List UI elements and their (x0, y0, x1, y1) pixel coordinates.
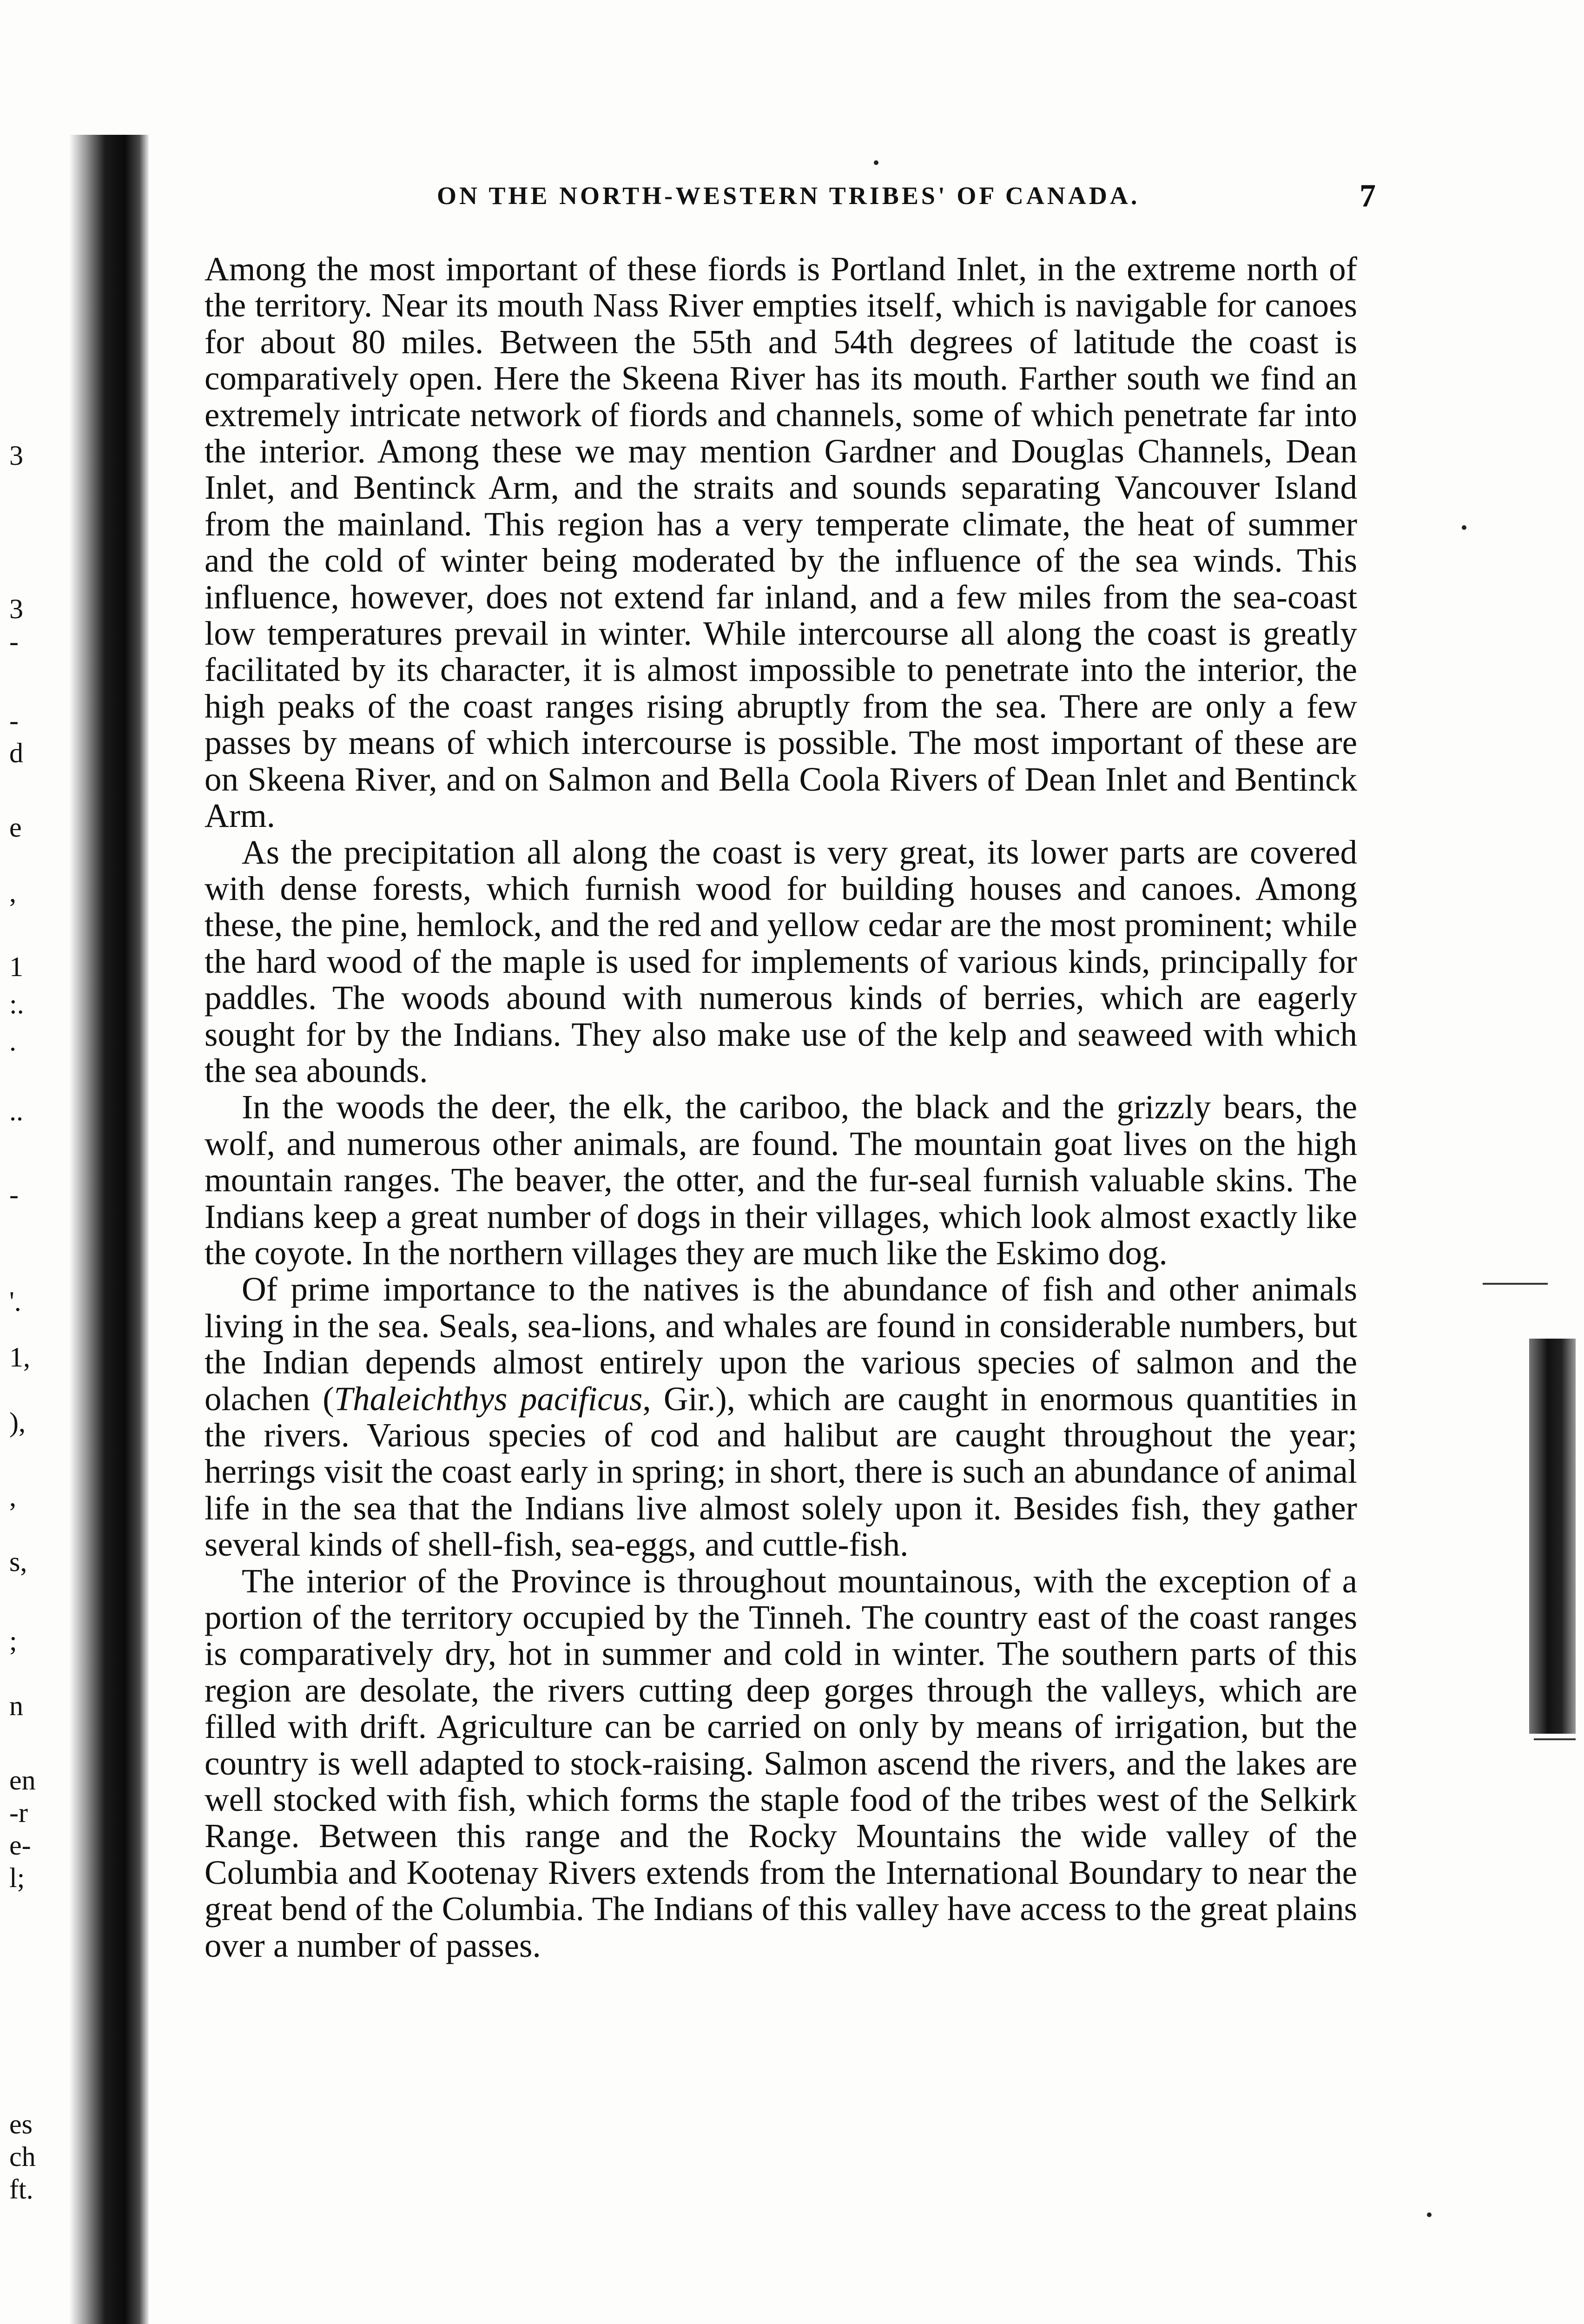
paragraph-fiords: Among the most important of these fiords is Portland Inlet, in the extreme north of the territory. Near its mouth Nass River empties itself, which is navigable for canoes for about 80 miles. Between the 55th and 54th degrees of latitude the coast is comparatively open. Here the Skeena River has its mouth. Farther south we find an extremely intricate network of fiords and channels, some of which penetrate far into the interior. Among these we may mention Gardner and Douglas Channels, Dean Inlet, and Bentinck Arm, and the straits and sounds separating Vancouver Island from the mainland. This region has a very temperate climate, the heat of summer and the cold of winter being moderated by the influence of the sea winds. This influence, however, does not extend far inland, and a few miles from the sea-coast low temperatures prevail in winter. While intercourse all along the coast is greatly facilitated by its character, it is almost impossible to penetrate into the interior, the high peaks of the coast ranges rising abruptly from the sea. There are only a few passes by means of which intercourse is possible. The most important of these are on Skeena River, and on Salmon and Bella Coola Rivers of Dean Inlet and Bentinck Arm. (205, 250, 1357, 835)
margin-fragment: 3 (9, 594, 23, 624)
previous-page-margin-fragments (9, 418, 70, 2205)
margin-fragment: ; (9, 1625, 17, 1656)
margin-fragment: 1, (9, 1342, 30, 1373)
margin-fragment: - (9, 1179, 19, 1210)
margin-fragment: l; (9, 1862, 25, 1893)
margin-fragment: .. (9, 1096, 23, 1126)
fish-text-after: , Gir.), which are caught in enormous quantities in the rivers. Various species of cod and halibut are caught throughout the year; herrings visit the coast early in spring; in short, there is such an abundance of animal life in the sea that the Indians live almost solely upon it. Besides fish, they gather several kinds of shell-fish, sea-eggs, and cuttle-fish. (205, 1380, 1357, 1564)
margin-fragment: ch (9, 2141, 36, 2172)
margin-fragment: ), (9, 1407, 26, 1438)
margin-fragment: es (9, 2109, 33, 2139)
paragraph-forests: As the precipitation all along the coast is very great, its lower parts are covered with dense forests, which furnish wood for building houses and canoes. Among these, the pine, hemlock, and the red and yellow cedar are the most prominent; while the hard wood of the maple is used for implements of various kinds, principally for paddles. The woods abound with numerous kinds of berries, which are eagerly sought for by the Indians. They also make use of the kelp and seaweed with which the sea abounds. (205, 833, 1357, 1089)
margin-fragment: '. (9, 1286, 21, 1317)
fish-text-before: Of prime importance to the natives is the abundance of fish and other animals living in the sea. Seals, sea-lions, and whales are found in considerable numbers, but the Indian depends almost entirely upon the various species of salmon and the olachen ( (205, 1270, 1357, 1418)
margin-fragment: , (9, 877, 16, 908)
running-title: ON THE NORTH-WESTERN TRIBES' OF CANADA. (437, 182, 1140, 210)
margin-fragment: ft. (9, 2174, 33, 2205)
edge-rule (1483, 1283, 1548, 1285)
margin-fragment: - (9, 626, 19, 657)
margin-fragment: . (9, 1026, 16, 1056)
edge-rule (1534, 1738, 1576, 1740)
binding-gutter-shadow (70, 135, 149, 2324)
paragraph-animals: In the woods the deer, the elk, the cariboo, the black and the grizzly bears, the wolf, and numerous other animals, are found. The mountain goat lives on the high mountain ranges. The beaver, the otter, and the fur-seal furnish valuable skins. The Indians keep a great number of dogs in their villages, which look almost exactly like the coyote. In the northern villages they are much like the Eskimo dog. (205, 1088, 1357, 1272)
margin-fragment: n (9, 1690, 23, 1721)
species-name-italic: Thaleichthys pacificus (334, 1380, 643, 1418)
margin-fragment: - (9, 705, 19, 736)
next-page-edge-shadow (1529, 1339, 1576, 1734)
margin-fragment: en (9, 1765, 36, 1796)
margin-fragment: , (9, 1481, 16, 1512)
running-head (205, 178, 1376, 218)
paragraph-fish (205, 1271, 1357, 1563)
margin-fragment: 1 (9, 951, 23, 982)
paragraph-interior: The interior of the Province is throughout mountainous, with the exception of a portion of the territory occupied by the Tinneh. The country east of the coast ranges is comparatively dry, hot in summer and cold in winter. The southern parts of this region are desolate, the rivers cutting deep gorges through the valleys, which are filled with drift. Agriculture can be carried on only by means of irrigation, but the country is well adapted to stock-raising. Salmon ascend the rivers, and the lakes are well stocked with fish, which forms the staple food of the tribes west of the Selkirk Range. Between this range and the Rocky Mountains the wide valley of the Columbia and Kootenay Rivers extends from the International Boundary to near the great bend of the Columbia. The Indians of this valley have access to the great plains over a number of passes. (205, 1562, 1357, 1964)
page-number: 7 (1360, 178, 1376, 214)
margin-fragment: :. (9, 989, 24, 1019)
margin-fragment: e (9, 812, 22, 843)
body-text (205, 251, 1357, 1964)
ink-speck (1427, 2212, 1432, 2217)
margin-fragment: -r (9, 1797, 28, 1828)
margin-fragment: s, (9, 1546, 27, 1577)
margin-fragment: d (9, 738, 23, 768)
ink-speck (1462, 525, 1466, 530)
margin-fragment: e- (9, 1830, 31, 1861)
margin-fragment: 3 (9, 440, 23, 471)
ink-speck (874, 160, 878, 165)
